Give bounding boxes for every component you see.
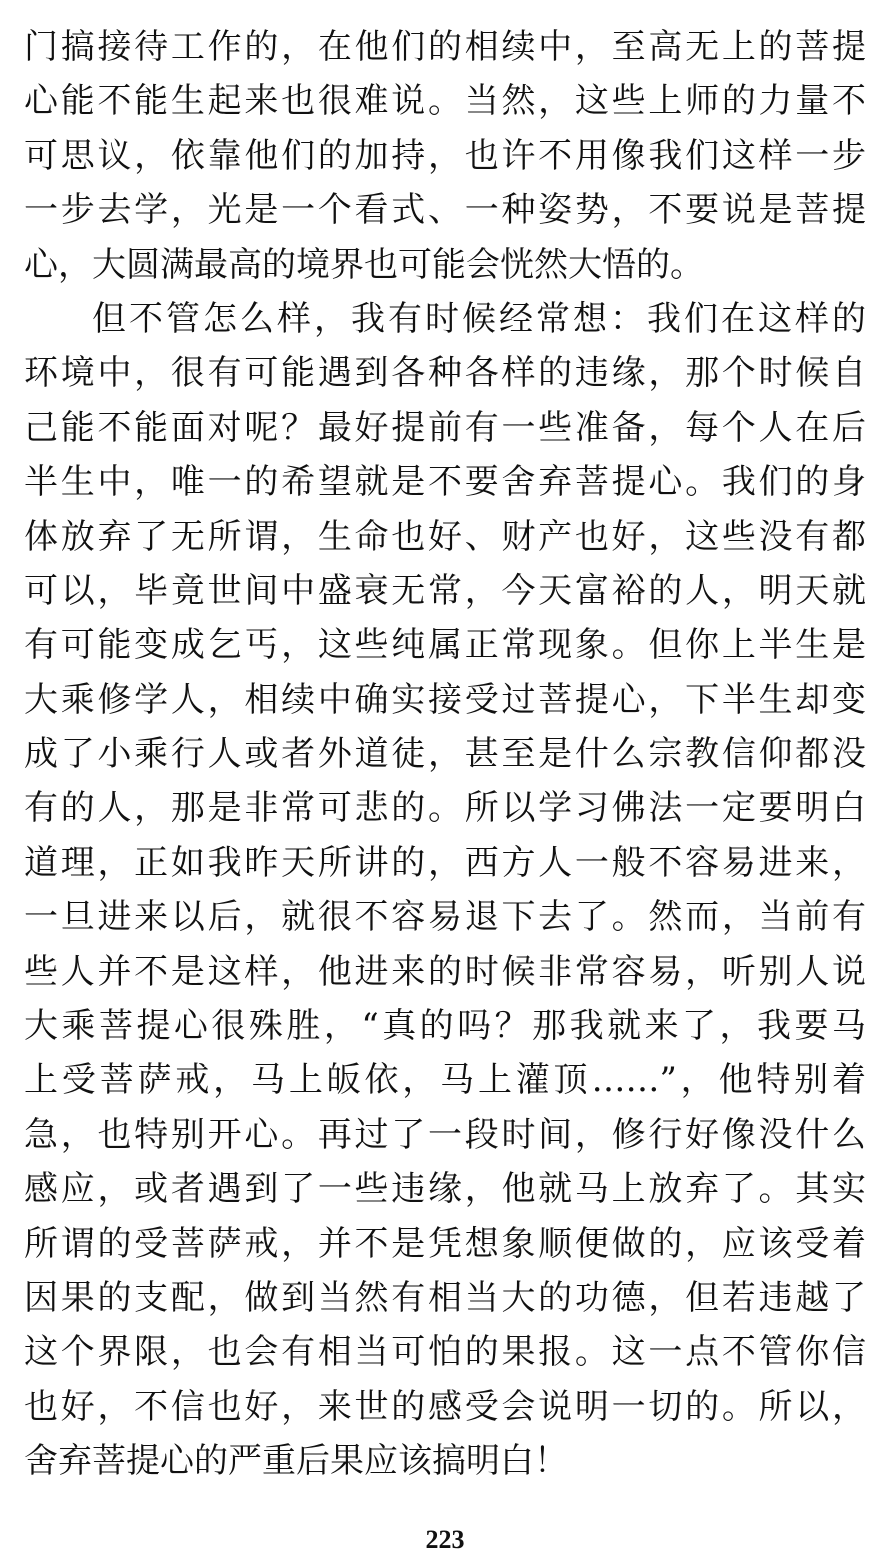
text-line: 环境中，很有可能遇到各种各样的违缘，那个时候自 [24, 353, 866, 394]
text-line: 感应，或者遇到了一些违缘，他就马上放弃了。其实 [24, 1169, 866, 1210]
text-line: 体放弃了无所谓，生命也好、财产也好，这些没有都 [24, 516, 866, 557]
text-line: 急，也特别开心。再过了一段时间，修行好像没什么 [24, 1114, 866, 1155]
text-line: 心，大圆满最高的境界也可能会恍然大悟的。 [24, 244, 704, 285]
text-line: 一步去学，光是一个看式、一种姿势，不要说是菩提 [24, 190, 866, 231]
text-line: 舍弃菩提心的严重后果应该搞明白！ [24, 1441, 568, 1482]
text-line: 有可能变成乞丐，这些纯属正常现象。但你上半生是 [24, 625, 866, 666]
paragraph-first-line: 但不管怎么样，我有时候经常想：我们在这样的 [92, 298, 866, 339]
text-line: 门搞接待工作的，在他们的相续中，至高无上的菩提 [24, 27, 866, 67]
text-line: 半生中，唯一的希望就是不要舍弃菩提心。我们的身 [24, 462, 866, 503]
text-line: 成了小乘行人或者外道徒，甚至是什么宗教信仰都没 [24, 734, 866, 775]
text-line: 有的人，那是非常可悲的。所以学习佛法一定要明白 [24, 788, 866, 829]
text-line: 己能不能面对呢？最好提前有一些准备，每个人在后 [24, 407, 866, 448]
text-line: 可以，毕竟世间中盛衰无常，今天富裕的人，明天就 [24, 570, 866, 611]
text-line: 道理，正如我昨天所讲的，西方人一般不容易进来， [24, 842, 866, 883]
text-line: 所谓的受菩萨戒，并不是凭想象顺便做的，应该受着 [24, 1223, 866, 1264]
text-line: 一旦进来以后，就很不容易退下去了。然而，当前有 [24, 897, 866, 938]
text-line: 因果的支配，做到当然有相当大的功德，但若违越了 [24, 1277, 866, 1318]
page-number: 223 [425, 1525, 465, 1554]
text-line: 这个界限，也会有相当可怕的果报。这一点不管你信 [24, 1332, 866, 1373]
text-line: 可思议，依靠他们的加持，也许不用像我们这样一步 [24, 135, 866, 176]
text-line: 心能不能生起来也很难说。当然，这些上师的力量不 [24, 81, 866, 122]
text-line: 大乘菩提心很殊胜，“真的吗？那我就来了，我要马 [24, 1006, 866, 1047]
text-line: 也好，不信也好，来世的感受会说明一切的。所以， [24, 1386, 866, 1427]
text-line: 上受菩萨戒，马上皈依，马上灌顶……”，他特别着 [24, 1060, 866, 1101]
body-text [24, 20, 866, 1489]
text-line: 些人并不是这样，他进来的时候非常容易，听别人说 [24, 951, 866, 992]
text-line: 大乘修学人，相续中确实接受过菩提心，下半生却变 [24, 679, 866, 720]
